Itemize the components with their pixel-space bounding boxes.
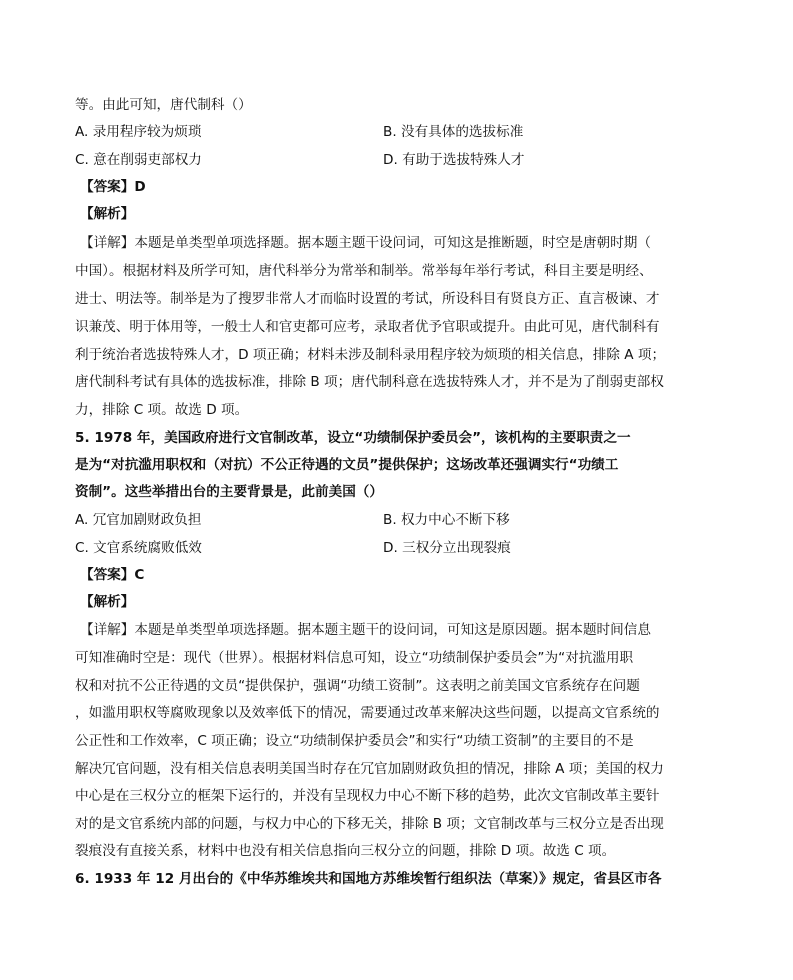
q4-option-d: D. 有助于选拔特殊人才 [383, 152, 525, 168]
q4-stem-tail: 等。由此可知，唐代制科（） [75, 97, 252, 113]
q4-option-c: C. 意在削弱吏部权力 [75, 152, 202, 168]
q5-option-b: B. 权力中心不断下移 [383, 512, 510, 528]
q5-detail-line: 对的是文官系统内部的问题，与权力中心的下移无关，排除 B 项；文官制改革与三权分立是否出现 [75, 816, 664, 832]
q5-stem-line: 5. 1978 年，美国政府进行文官制改革，设立“功绩制保护委员会”，该机构的主要职责之一 [75, 430, 631, 446]
q5-detail-line: 解决冗官问题，没有相关信息表明美国当时存在冗官加剧财政负担的情况，排除 A 项；美国的权力 [75, 761, 664, 777]
q4-detail-line: 进士、明法等。制举是为了搜罗非常人才而临时设置的考试，所设科目有贤良方正、直言极谏、才 [75, 291, 660, 307]
q4-detail-line: 力，排除 C 项。故选 D 项。 [75, 402, 249, 418]
q5-stem-line: 是为“对抗滥用职权和（对抗）不公正待遇的文员”提供保护；这场改革还强调实行“功绩工 [75, 457, 619, 473]
q5-detail-line: 中心是在三权分立的框架下运行的，并没有呈现权力中心不断下移的趋势，此次文官制改革主要针 [75, 788, 660, 804]
q4-answer: 【答案】D [80, 179, 146, 195]
q4-detail-line: 利于统治者选拔特殊人才，D 项正确；材料未涉及制科录用程序较为烦琐的相关信息，排除 A 项； [75, 347, 666, 363]
q5-analysis-label: 【解析】 [80, 594, 135, 610]
q4-detail-line: 识兼茂、明于体用等，一般士人和官吏都可应考，录取者优予官职或提升。由此可见，唐代制科有 [75, 319, 660, 335]
q4-option-a: A. 录用程序较为烦琐 [75, 124, 202, 140]
q4-detail-line: 【详解】本题是单类型单项选择题。据本题主题干设问词，可知这是推断题，时空是唐朝时期（ [80, 235, 651, 251]
q4-detail-line: 中国）。根据材料及所学可知，唐代科举分为常举和制举。常举每年举行考试，科目主要是明经、 [75, 263, 653, 279]
q5-detail-line: 权和对抗不公正待遇的文员“提供保护，强调“功绩工资制”。这表明之前美国文官系统存在问题 [75, 678, 640, 694]
q5-detail-line: 公正性和工作效率，C 项正确；设立“功绩制保护委员会”和实行“功绩工资制”的主要目的不是 [75, 733, 634, 749]
q5-option-c: C. 文官系统腐败低效 [75, 540, 202, 556]
q5-detail-line: 【详解】本题是单类型单项选择题。据本题主题干的设问词，可知这是原因题。据本题时间信息 [80, 622, 651, 638]
q5-option-d: D. 三权分立出现裂痕 [383, 540, 511, 556]
q5-stem-line: 资制”。这些举措出台的主要背景是，此前美国（） [75, 484, 383, 500]
q4-detail-line: 唐代制科考试有具体的选拔标准，排除 B 项；唐代制科意在选拔特殊人才，并不是为了削弱吏部权 [75, 374, 664, 390]
q5-detail-line: ，如滥用职权等腐败现象以及效率低下的情况，需要通过改革来解决这些问题，以提高文官系统的 [75, 705, 660, 721]
q4-analysis-label: 【解析】 [80, 206, 135, 222]
q4-option-b: B. 没有具体的选拔标准 [383, 124, 524, 140]
q5-detail-line: 可知准确时空是：现代（世界）。根据材料信息可知，设立“功绩制保护委员会”为“对抗滥用职 [75, 650, 634, 666]
q5-option-a: A. 冗官加剧财政负担 [75, 512, 202, 528]
q5-answer: 【答案】C [80, 567, 145, 583]
q5-detail-line: 裂痕没有直接关系，材料中也没有相关信息指向三权分立的问题，排除 D 项。故选 C 项。 [75, 843, 616, 859]
q6-stem-head: 6. 1933 年 12 月出台的《中华苏维埃共和国地方苏维埃暂行组织法（草案）》规定，省县区市各 [75, 871, 662, 887]
